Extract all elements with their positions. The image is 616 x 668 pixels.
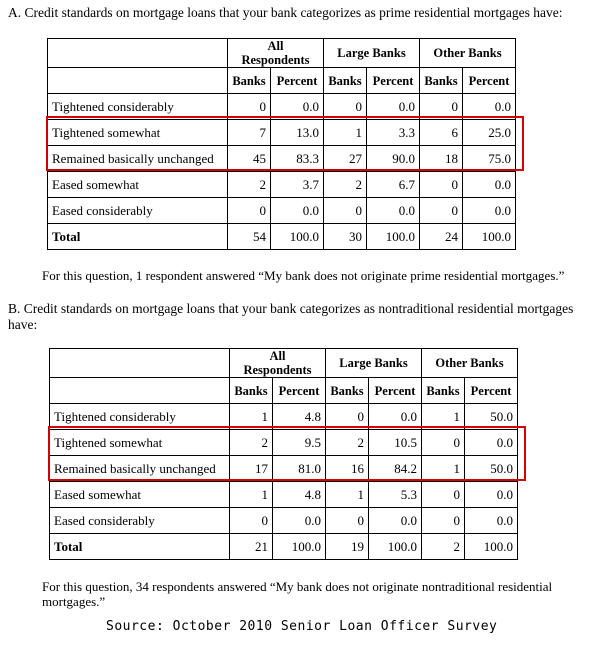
table-cell: 0 — [326, 404, 369, 430]
table-cell: 75.0 — [463, 146, 516, 172]
table-cell: 4.8 — [273, 482, 326, 508]
table-cell: 0 — [326, 508, 369, 534]
row-label: Tightened somewhat — [48, 120, 228, 146]
section-b-note: For this question, 34 respondents answered “My bank does not originate nontraditional residential mortgages.” — [42, 579, 553, 609]
table-cell: 0 — [228, 198, 271, 224]
table-cell: 24 — [420, 224, 463, 250]
table-cell: 9.5 — [273, 430, 326, 456]
table-cell: 4.8 — [273, 404, 326, 430]
column-header: Banks — [228, 68, 271, 94]
table-cell: 100.0 — [273, 534, 326, 560]
row-label: Eased considerably — [50, 508, 230, 534]
header-blank — [50, 378, 230, 404]
column-header: Banks — [230, 378, 273, 404]
table-cell: 0 — [324, 198, 367, 224]
section-b-table — [49, 348, 518, 560]
table-cell: 21 — [230, 534, 273, 560]
column-header: Percent — [271, 68, 324, 94]
table-cell: 19 — [326, 534, 369, 560]
table-cell: 27 — [324, 146, 367, 172]
table-cell: 0 — [228, 94, 271, 120]
table-cell: 0.0 — [463, 94, 516, 120]
table-cell: 0.0 — [465, 430, 518, 456]
table-cell: 18 — [420, 146, 463, 172]
table-cell: 1 — [422, 456, 465, 482]
table-row — [48, 198, 516, 224]
section-b-title: B. Credit standards on mortgage loans that your bank categorizes as nontraditional residential mortgages have: — [8, 301, 574, 332]
row-label: Eased considerably — [48, 198, 228, 224]
table-cell: 6 — [420, 120, 463, 146]
table-cell: 1 — [324, 120, 367, 146]
column-header: Percent — [273, 378, 326, 404]
table-cell: 30 — [324, 224, 367, 250]
table-cell: 6.7 — [367, 172, 420, 198]
table-cell: 54 — [228, 224, 271, 250]
table-cell: 1 — [326, 482, 369, 508]
table-cell: 0.0 — [465, 508, 518, 534]
table-cell: 84.2 — [369, 456, 422, 482]
table-row — [48, 224, 516, 250]
column-header: Percent — [369, 378, 422, 404]
group-header: Other Banks — [420, 39, 516, 68]
table-cell: 0.0 — [369, 508, 422, 534]
table-cell: 0.0 — [367, 94, 420, 120]
group-header: Large Banks — [326, 349, 422, 378]
table-cell: 0 — [230, 508, 273, 534]
group-header: Other Banks — [422, 349, 518, 378]
table-cell: 3.3 — [367, 120, 420, 146]
header-blank — [48, 68, 228, 94]
table-cell: 0.0 — [465, 482, 518, 508]
table-cell: 100.0 — [367, 224, 420, 250]
section-a-note: For this question, 1 respondent answered “My bank does not originate prime residential mortgages.” — [42, 268, 565, 283]
row-label: Tightened considerably — [50, 404, 230, 430]
table-cell: 45 — [228, 146, 271, 172]
table-cell: 2 — [324, 172, 367, 198]
table-cell: 0.0 — [271, 198, 324, 224]
table-cell: 0 — [422, 508, 465, 534]
table-cell: 1 — [230, 404, 273, 430]
table-cell: 10.5 — [369, 430, 422, 456]
column-header: Banks — [422, 378, 465, 404]
table-cell: 2 — [230, 430, 273, 456]
table-cell: 0 — [420, 198, 463, 224]
group-header: Large Banks — [324, 39, 420, 68]
table-cell: 25.0 — [463, 120, 516, 146]
table-cell: 1 — [422, 404, 465, 430]
row-label: Eased somewhat — [48, 172, 228, 198]
column-header: Percent — [367, 68, 420, 94]
table-cell: 50.0 — [465, 456, 518, 482]
table-cell: 81.0 — [273, 456, 326, 482]
row-label: Tightened considerably — [48, 94, 228, 120]
row-label: Eased somewhat — [50, 482, 230, 508]
table-row — [50, 508, 518, 534]
table-cell: 0 — [422, 430, 465, 456]
table-cell: 0.0 — [463, 172, 516, 198]
table-row — [50, 430, 518, 456]
table-row — [48, 146, 516, 172]
table-cell: 0 — [420, 94, 463, 120]
table-cell: 1 — [230, 482, 273, 508]
column-header: Percent — [465, 378, 518, 404]
column-header: Banks — [326, 378, 369, 404]
table-cell: 13.0 — [271, 120, 324, 146]
table-cell: 100.0 — [369, 534, 422, 560]
table-row — [50, 482, 518, 508]
source-caption: Source: October 2010 Senior Loan Officer Survey — [106, 619, 498, 634]
table-cell: 0 — [420, 172, 463, 198]
header-blank — [50, 349, 230, 378]
header-blank — [48, 39, 228, 68]
table-row — [50, 534, 518, 560]
table-cell: 100.0 — [465, 534, 518, 560]
table-row — [48, 120, 516, 146]
table-cell: 100.0 — [463, 224, 516, 250]
row-label: Total — [50, 534, 230, 560]
table-cell: 17 — [230, 456, 273, 482]
column-header: Banks — [324, 68, 367, 94]
table-cell: 100.0 — [271, 224, 324, 250]
table-cell: 0.0 — [271, 94, 324, 120]
section-a-title: A. Credit standards on mortgage loans that your bank categorizes as prime residential mortgages have: — [8, 5, 563, 20]
table-row — [50, 456, 518, 482]
table-cell: 0.0 — [369, 404, 422, 430]
column-header: Banks — [420, 68, 463, 94]
table-row — [48, 172, 516, 198]
table-cell: 2 — [228, 172, 271, 198]
row-label: Remained basically unchanged — [50, 456, 230, 482]
section-a-table — [47, 38, 516, 250]
row-label: Remained basically unchanged — [48, 146, 228, 172]
table-cell: 0 — [422, 482, 465, 508]
row-label: Total — [48, 224, 228, 250]
table-cell: 7 — [228, 120, 271, 146]
table-cell: 5.3 — [369, 482, 422, 508]
table-cell: 90.0 — [367, 146, 420, 172]
table-cell: 0.0 — [463, 198, 516, 224]
table-cell: 0.0 — [367, 198, 420, 224]
table-row — [48, 94, 516, 120]
group-header: All Respondents — [230, 349, 326, 378]
table-cell: 0.0 — [273, 508, 326, 534]
table-cell: 0 — [324, 94, 367, 120]
row-label: Tightened somewhat — [50, 430, 230, 456]
table-row — [50, 404, 518, 430]
table-cell: 50.0 — [465, 404, 518, 430]
table-cell: 83.3 — [271, 146, 324, 172]
table-cell: 2 — [422, 534, 465, 560]
table-cell: 16 — [326, 456, 369, 482]
column-header: Percent — [463, 68, 516, 94]
table-cell: 2 — [326, 430, 369, 456]
group-header: All Respondents — [228, 39, 324, 68]
table-cell: 3.7 — [271, 172, 324, 198]
